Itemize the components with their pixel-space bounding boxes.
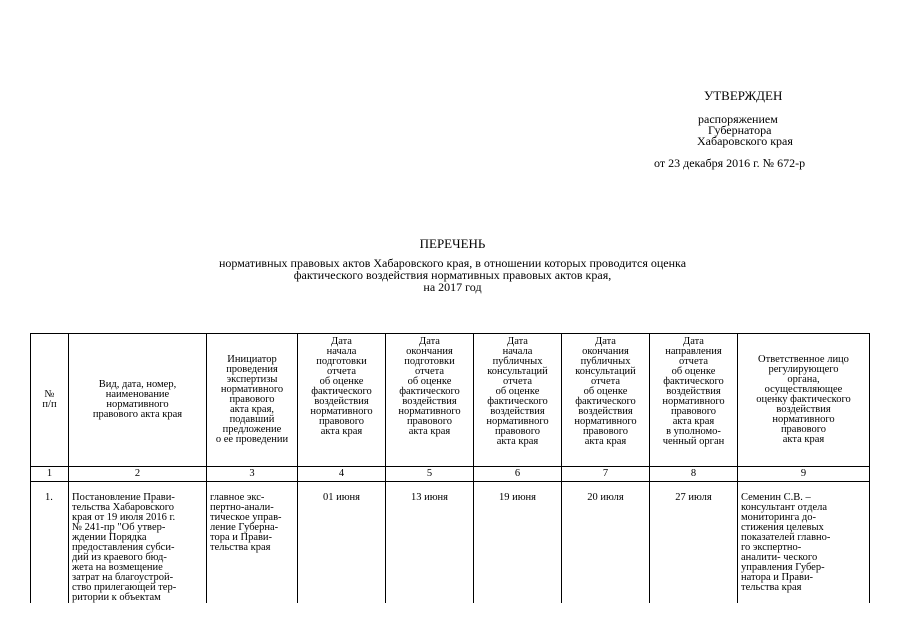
- row-consult-start: 19 июня: [474, 482, 562, 604]
- cell-line: Дата: [507, 336, 528, 347]
- cell-line: консультант отдела: [741, 502, 828, 513]
- approval-line-3: Хабаровского края: [697, 134, 793, 148]
- approval-line-4: от 23 декабря 2016 г. № 672-р: [654, 156, 806, 170]
- cell-line: ление Губерна-: [210, 522, 279, 533]
- header-cell-lines: [33, 390, 66, 410]
- cell-line: тора и Прави-: [210, 532, 273, 543]
- cell-line: воздействия: [402, 396, 457, 407]
- column-number: 1: [31, 467, 69, 482]
- cell-line: акта края,: [229, 404, 275, 415]
- row-responsible: [738, 482, 870, 604]
- approval-line-1: распоряжением: [698, 112, 778, 126]
- cell-line: публичных: [580, 356, 631, 367]
- cell-line: в уполномо-: [666, 426, 721, 437]
- cell-line: фактического: [487, 396, 548, 407]
- cell-line: воздействия: [490, 406, 545, 417]
- header-send-date: [650, 334, 738, 467]
- cell-line: отчета: [502, 376, 533, 387]
- header-initiator: [207, 334, 298, 467]
- cell-line: воздействия: [578, 406, 633, 417]
- header-cell-lines: [740, 355, 867, 445]
- table-header-row: [31, 334, 870, 467]
- cell-line: об оценке: [495, 386, 540, 397]
- row-report-end: 13 июня: [386, 482, 474, 604]
- cell-line: консультаций: [575, 366, 636, 377]
- cell-line: аналити- ческого: [741, 552, 818, 563]
- row-initiator: [207, 482, 298, 604]
- cell-line: № 241-пр "Об утвер-: [72, 522, 166, 533]
- cell-line: Постановление Прави-: [72, 492, 175, 503]
- cell-line: правового акта края: [92, 409, 183, 420]
- cell-line: об оценке: [671, 366, 716, 377]
- cell-line: ство прилегающей тер-: [72, 582, 177, 593]
- cell-line: Инициатор: [227, 354, 277, 365]
- row-send-date: 27 июля: [650, 482, 738, 604]
- cell-line: жета на возмещение: [72, 562, 163, 573]
- cell-line: нормативного: [106, 399, 169, 410]
- cell-line: воздействия: [314, 396, 369, 407]
- cell-line: окончания: [406, 346, 453, 357]
- cell-line: дий из краевого бюд-: [72, 552, 167, 563]
- cell-line: Ответственное лицо: [758, 354, 849, 365]
- cell-line: акта края: [782, 434, 825, 445]
- cell-line: отчета: [326, 366, 357, 377]
- cell-line: ждении Порядка: [72, 532, 147, 543]
- cell-line: проведения: [226, 364, 278, 375]
- cell-line: тельства края: [741, 582, 802, 593]
- header-cell-lines: [300, 337, 383, 437]
- acts-table: [30, 333, 870, 603]
- cell-line: правового: [494, 426, 541, 437]
- column-number: 2: [69, 467, 207, 482]
- column-number: 8: [650, 467, 738, 482]
- column-number: 4: [298, 467, 386, 482]
- cell-line: окончания: [582, 346, 629, 357]
- cell-line: Дата: [595, 336, 616, 347]
- cell-line: публичных: [492, 356, 543, 367]
- cell-line: нормативного: [220, 384, 284, 395]
- cell-line: акта края: [320, 426, 363, 437]
- column-number: 9: [738, 467, 870, 482]
- row-consult-end: 20 июля: [562, 482, 650, 604]
- cell-line: нормативного: [662, 396, 725, 407]
- row-number: 1.: [31, 482, 69, 604]
- cell-line: отчета: [590, 376, 621, 387]
- cell-line: направления: [665, 346, 722, 357]
- column-number: 5: [386, 467, 474, 482]
- row-act: [69, 482, 207, 604]
- cell-line: нормативного: [574, 416, 637, 427]
- cell-lines: [210, 493, 294, 553]
- cell-line: акта края: [408, 426, 451, 437]
- cell-line: пертно-анали-: [210, 502, 274, 513]
- cell-line: фактического: [399, 386, 460, 397]
- cell-line: затрат на благоустрой-: [72, 572, 174, 583]
- cell-line: нормативного: [310, 406, 373, 417]
- cell-lines: [72, 493, 203, 603]
- column-number: 6: [474, 467, 562, 482]
- cell-line: предложение: [222, 424, 282, 435]
- row-report-start: 01 июня: [298, 482, 386, 604]
- cell-line: правового: [780, 424, 827, 435]
- cell-line: ритории к объектам: [72, 592, 161, 603]
- cell-line: подготовки: [404, 356, 455, 367]
- cell-line: тельства края: [210, 542, 271, 553]
- cell-line: тическое управ-: [210, 512, 282, 523]
- cell-line: правового: [406, 416, 453, 427]
- header-cell-lines: [388, 337, 471, 437]
- cell-line: Семенин С.В. –: [741, 492, 811, 503]
- cell-line: начала: [502, 346, 533, 357]
- cell-line: правового: [670, 406, 717, 417]
- cell-lines: [741, 493, 866, 593]
- cell-line: воздействия: [776, 404, 831, 415]
- approval-line-2: Губернатора: [708, 123, 772, 137]
- cell-line: го экспертно-: [741, 542, 802, 553]
- cell-line: правового: [229, 394, 275, 405]
- header-cell-lines: [564, 337, 647, 447]
- cell-line: отчета: [678, 356, 709, 367]
- cell-line: подавший: [229, 414, 275, 425]
- cell-line: отчета: [414, 366, 445, 377]
- column-number: 7: [562, 467, 650, 482]
- cell-line: п/п: [42, 399, 57, 410]
- cell-line: осуществляющее: [764, 384, 843, 395]
- cell-line: ченный орган: [662, 436, 725, 447]
- cell-line: главное экс-: [210, 492, 265, 503]
- header-responsible: [738, 334, 870, 467]
- cell-line: мониторинга до-: [741, 512, 817, 523]
- title-line-2: фактического воздействия нормативных правовых актов края,: [293, 268, 612, 282]
- cell-line: фактического: [663, 376, 724, 387]
- cell-line: стижения целевых: [741, 522, 824, 533]
- cell-line: подготовки: [316, 356, 367, 367]
- title-line-1: нормативных правовых актов Хабаровского края, в отношении которых проводится оценка: [218, 256, 687, 270]
- cell-line: об оценке: [583, 386, 628, 397]
- cell-line: воздействия: [666, 386, 721, 397]
- table-row: [31, 482, 870, 604]
- cell-line: Вид, дата, номер,: [98, 379, 177, 390]
- cell-line: регулирующего: [768, 364, 839, 375]
- cell-line: консультаций: [487, 366, 548, 377]
- header-consult-start: [474, 334, 562, 467]
- cell-line: акта края: [496, 436, 539, 447]
- cell-line: акта края: [584, 436, 627, 447]
- header-number: [31, 334, 69, 467]
- cell-line: нормативного: [398, 406, 461, 417]
- cell-line: оценку фактического: [756, 394, 851, 405]
- cell-line: Дата: [331, 336, 352, 347]
- cell-line: акта края: [672, 416, 715, 427]
- cell-line: правового: [318, 416, 365, 427]
- cell-line: правового: [582, 426, 629, 437]
- cell-line: об оценке: [319, 376, 364, 387]
- cell-line: нормативного: [772, 414, 835, 425]
- cell-line: натора и Прави-: [741, 572, 814, 583]
- cell-line: показателей главно-: [741, 532, 831, 543]
- cell-line: предоставления субси-: [72, 542, 175, 553]
- title-line-3: на 2017 год: [423, 280, 482, 294]
- cell-line: об оценке: [407, 376, 452, 387]
- cell-line: наименование: [105, 389, 170, 400]
- column-number: 3: [207, 467, 298, 482]
- header-report-start: [298, 334, 386, 467]
- title-heading: ПЕРЕЧЕНЬ: [419, 236, 486, 251]
- cell-line: управления Губер-: [741, 562, 825, 573]
- document-title: [0, 238, 905, 293]
- cell-line: нормативного: [486, 416, 549, 427]
- cell-line: тельства Хабаровского: [72, 502, 175, 513]
- cell-line: о ее проведении: [215, 434, 289, 445]
- header-cell-lines: [209, 355, 295, 445]
- cell-line: Дата: [419, 336, 440, 347]
- header-cell-lines: [71, 380, 204, 420]
- column-number-row: [31, 467, 870, 482]
- cell-line: фактического: [575, 396, 636, 407]
- header-act: [69, 334, 207, 467]
- header-cell-lines: [652, 337, 735, 447]
- cell-line: органа,: [787, 374, 820, 385]
- cell-line: начала: [326, 346, 357, 357]
- cell-line: Дата: [683, 336, 704, 347]
- cell-line: №: [44, 389, 55, 400]
- cell-line: экспертизы: [226, 374, 278, 385]
- header-consult-end: [562, 334, 650, 467]
- approval-stamp: УТВЕРЖДЕН: [704, 88, 783, 103]
- header-cell-lines: [476, 337, 559, 447]
- header-report-end: [386, 334, 474, 467]
- cell-line: края от 19 июля 2016 г.: [72, 512, 176, 523]
- cell-line: фактического: [311, 386, 372, 397]
